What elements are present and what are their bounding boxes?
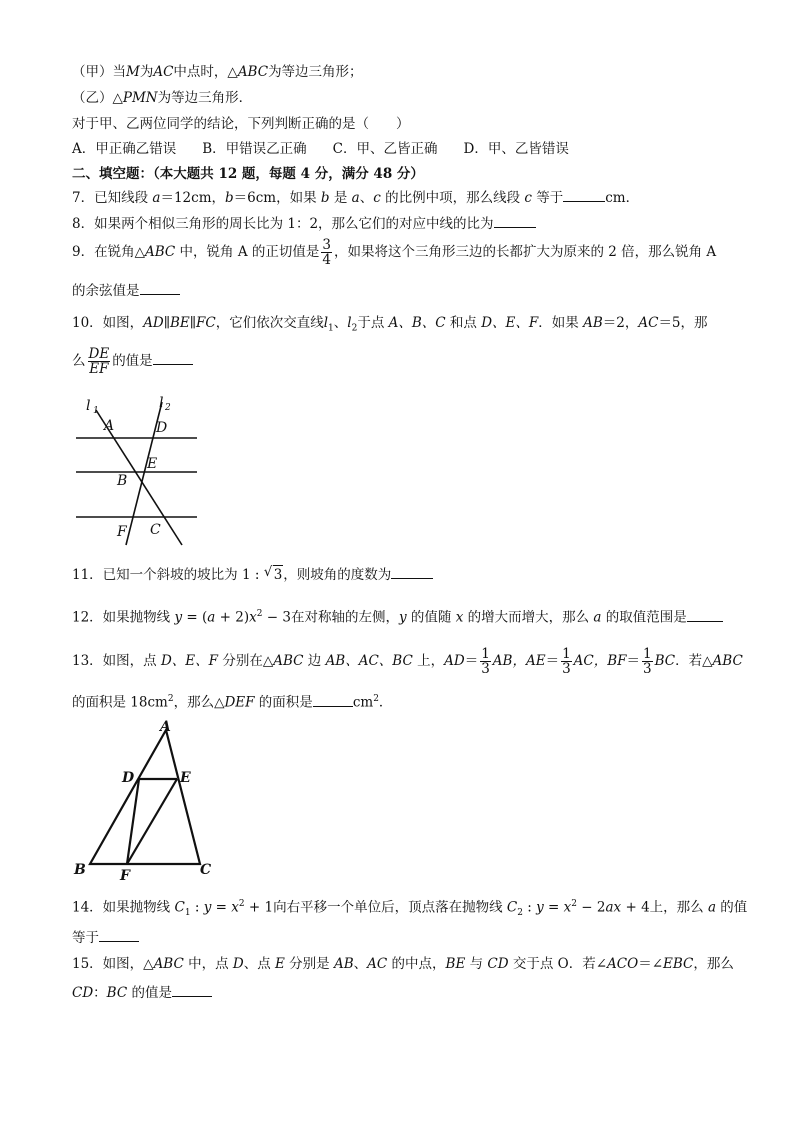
- question-13: 13．如图，点 D、E、F 分别在△ABC 边 AB、AC、BC 上，AD＝ $\frac{1}{3}$ AB，AE＝ $\frac{1}{3}$ AC，BF＝ $\frac{1}{3}$ BC．若△ABC: [72, 646, 743, 677]
- label-e: E: [147, 456, 158, 472]
- figure-triangle: [70, 718, 220, 888]
- answer-blank-8[interactable]: [494, 215, 536, 228]
- question-10: 10．如图，AD∥BE∥FC，它们依次交直线$l_1$、$l_2$于点 A、B、C 和点 D、E、F．如果 AB＝2，AC＝5，那: [72, 315, 708, 334]
- label-l2-sub: 2: [165, 403, 171, 413]
- label-c: C: [150, 522, 161, 538]
- label-e: E: [180, 770, 191, 786]
- option-c[interactable]: C．甲、乙皆正确: [332, 141, 438, 157]
- label-d: D: [156, 420, 168, 436]
- answer-blank-10[interactable]: [153, 352, 193, 365]
- segment-df: [127, 779, 139, 864]
- label-b: B: [117, 473, 128, 489]
- label-d: D: [122, 770, 135, 786]
- question-8: 8．如果两个相似三角形的周长比为 1：2，那么它们的对应中线的比为: [72, 215, 536, 233]
- question-13-cont: 的面积是 $18cm^2$，那么△DEF 的面积是 $cm^2$．: [72, 694, 393, 711]
- label-f: F: [120, 868, 130, 884]
- statement-yi: （乙）△PMN为等边三角形．: [72, 90, 253, 106]
- question-12: 12．如果抛物线 $y = (a + 2)x^2 - 3$在对称轴的左侧，y 的值随 x 的增大而增大，那么 a 的取值范围是: [72, 605, 723, 627]
- answer-blank-15[interactable]: [172, 984, 212, 997]
- question-15-cont: CD：BC 的值是: [72, 984, 212, 1002]
- sqrt-3: √ 3: [263, 564, 283, 583]
- answer-blank-12[interactable]: [687, 609, 723, 622]
- label-a: A: [160, 719, 171, 735]
- answer-blank-11[interactable]: [391, 566, 433, 579]
- label-a: A: [104, 418, 115, 434]
- question-11: 11．已知一个斜坡的坡比为 1 : √ 3，则坡角的度数为: [72, 565, 433, 584]
- statement-jia: （甲）当M为AC中点时，△ABC为等边三角形；: [72, 64, 363, 80]
- answer-blank-14[interactable]: [99, 929, 139, 942]
- option-d[interactable]: D．甲、乙皆错误: [463, 141, 569, 157]
- question-7: 7．已知线段 a＝12cm，b＝6cm，如果 b 是 a、c 的比例中项，那么线段 c 等于 cm．: [72, 190, 640, 206]
- answer-blank-13[interactable]: [313, 694, 353, 707]
- label-b: B: [74, 862, 86, 878]
- question-14: 14．如果抛物线 $C_1$ : $y = x^2 + 1$向右平移一个单位后，顶点落在抛物线 $C_2$ : $y = x^2 - 2ax + 4$上，那么 a 的值: [72, 899, 748, 919]
- answer-blank-9[interactable]: [140, 282, 180, 295]
- question-9-cont: 的余弦值是: [72, 282, 180, 300]
- question-9: 9．在锐角△ABC 中，锐角 A 的正切值是 $\frac{3}{4}$ ，如果将这个三角形三边的长都扩大为原来的 2 倍，那么锐角 A: [72, 237, 717, 268]
- label-l1-sub: 1: [93, 406, 99, 416]
- question-6-options: [72, 140, 569, 158]
- fraction-3-4: $\frac{3}{4}$: [322, 237, 331, 268]
- label-c: C: [200, 862, 212, 878]
- label-f: F: [117, 524, 127, 540]
- question-6-prompt: 对于甲、乙两位同学的结论，下列判断正确的是（ ）: [72, 116, 410, 132]
- segment-ef: [127, 779, 177, 864]
- section-heading: 二、填空题：（本大题共 12 题，每题 4 分，满分 48 分）: [72, 166, 424, 182]
- answer-blank-7[interactable]: [563, 189, 605, 202]
- label-l1: l: [86, 398, 91, 414]
- question-10-cont: 么 $\frac{DE}{EF}$ 的值是: [72, 347, 193, 376]
- triangle-abc: [90, 730, 200, 864]
- question-15: 15．如图，△ABC 中，点 D、点 E 分别是 AB、AC 的中点，BE 与 CD 交于点 O．若∠ACO＝∠EBC，那么: [72, 956, 734, 972]
- question-14-cont: 等于: [72, 929, 139, 947]
- option-b[interactable]: B．甲错误乙正确: [202, 141, 307, 157]
- option-a[interactable]: A．甲正确乙错误: [72, 141, 177, 157]
- figure-parallel-lines: [70, 390, 210, 550]
- label-l2: l: [159, 395, 164, 411]
- fraction-de-ef: $\frac{DE}{EF}$: [88, 346, 110, 377]
